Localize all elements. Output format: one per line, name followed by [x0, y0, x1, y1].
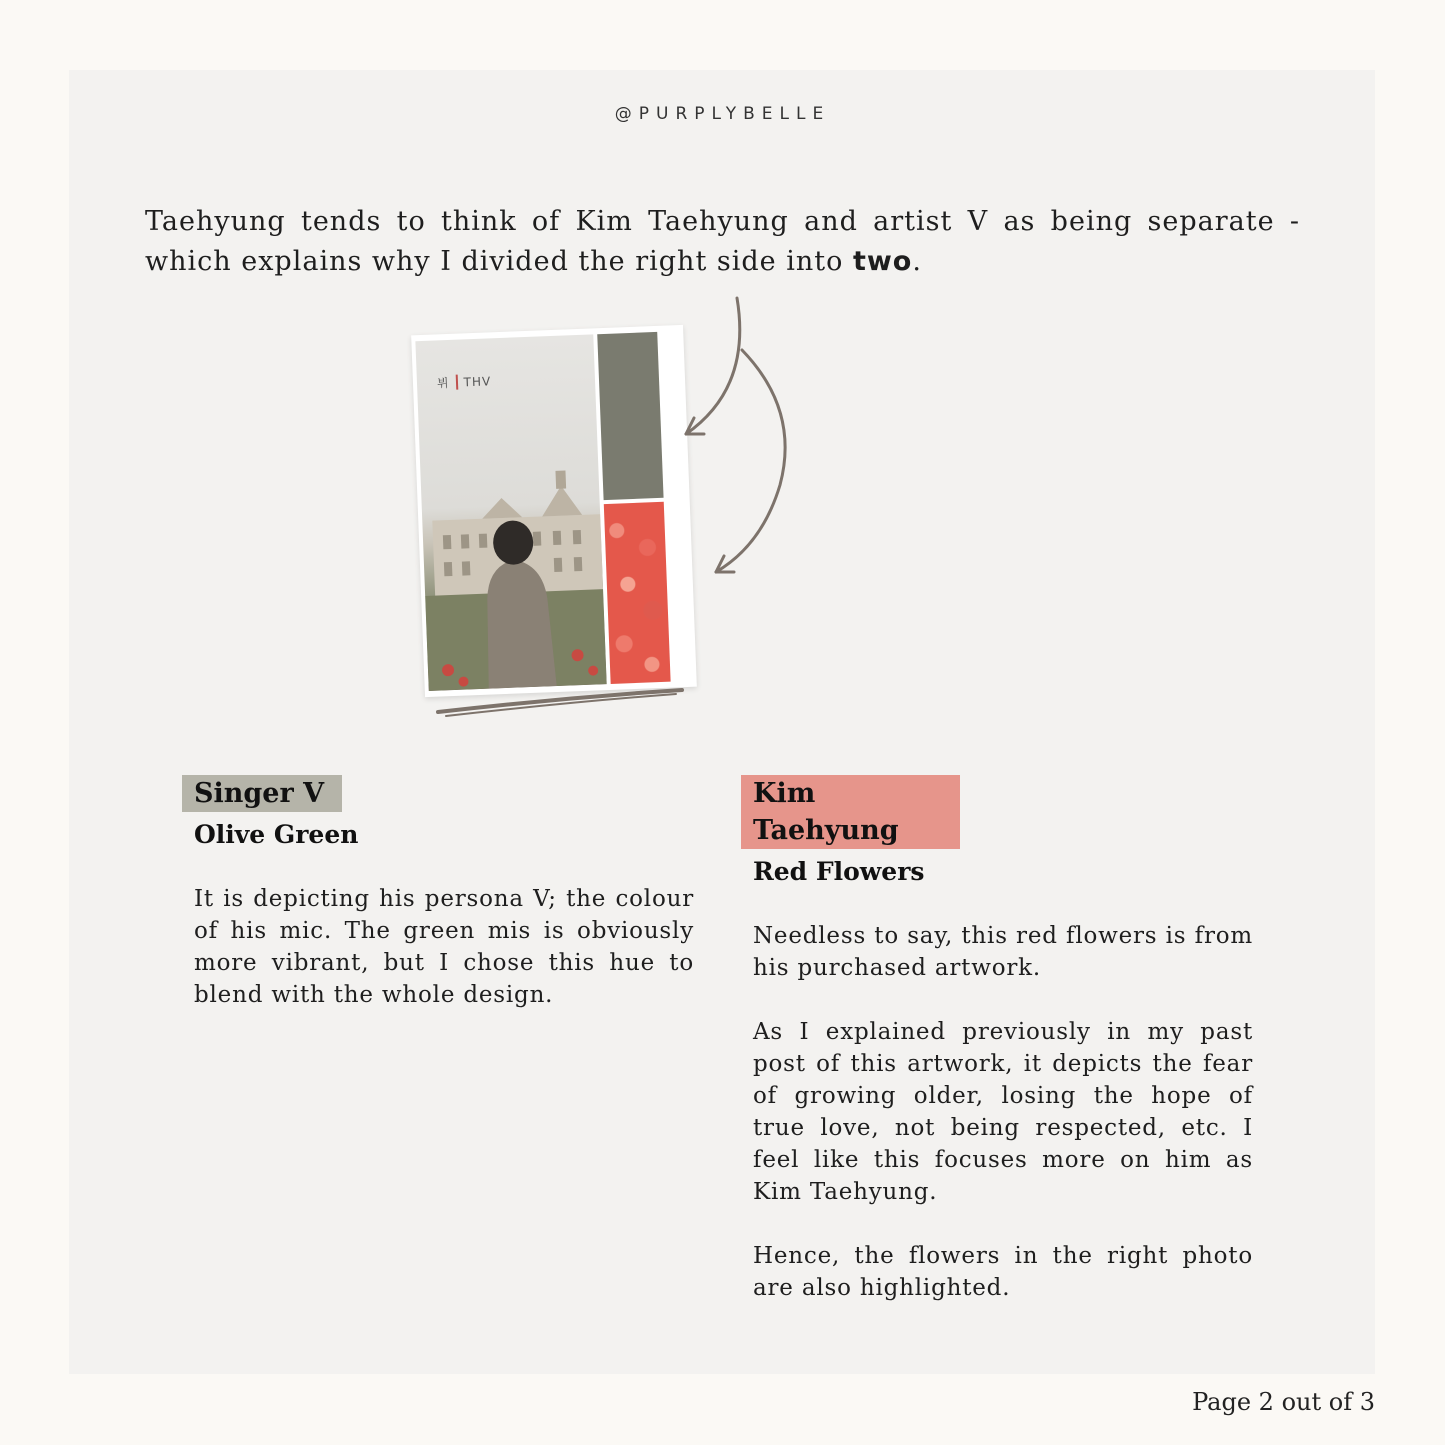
olive-green-subtitle: Olive Green: [194, 820, 359, 849]
photo-caption-korean: 뷔: [436, 375, 450, 391]
page-number: Page 2 out of 3: [1192, 1388, 1375, 1416]
palace-scene: [415, 334, 606, 691]
intro-text: Taehyung tends to think of Kim Taehyung and artist V as being separate - which explains why I divided the right side into: [145, 206, 1300, 277]
author-handle: @PURPLYBELLE: [614, 104, 831, 124]
kim-taehyung-paragraph-3: Hence, the flowers in the right photo are also highlighted.: [753, 1243, 1253, 1301]
red-flowers-swatch: [604, 502, 671, 684]
intro-end: .: [912, 246, 922, 277]
intro-emphasis: two: [852, 246, 913, 277]
kim-taehyung-paragraph-1: Needless to say, this red flowers is from his purchased artwork.: [753, 923, 1253, 981]
kim-taehyung-tag: Kim Taehyung: [741, 775, 960, 849]
kim-taehyung-column: [741, 775, 1253, 1336]
singer-v-column: [182, 775, 694, 1043]
intro-paragraph: [145, 202, 1300, 282]
artwork-photo: [415, 334, 606, 691]
red-flowers-subtitle: Red Flowers: [753, 857, 925, 886]
photo-caption-latin: THV: [463, 374, 492, 390]
artwork-photo-card: [411, 325, 697, 697]
olive-green-swatch: [597, 332, 663, 500]
kim-taehyung-paragraph-2: As I explained previously in my past post of this artwork, it depicts the fear of growing older, losing the hope of true love, not being respected, etc. I feel like this focuses more on him as Kim Taehyung.: [753, 1019, 1253, 1205]
singer-v-paragraph: It is depicting his persona V; the colour of his mic. The green mis is obviously more vibrant, but I chose this hue to blend with the whole design.: [194, 886, 694, 1008]
singer-v-tag: Singer V: [182, 775, 342, 812]
